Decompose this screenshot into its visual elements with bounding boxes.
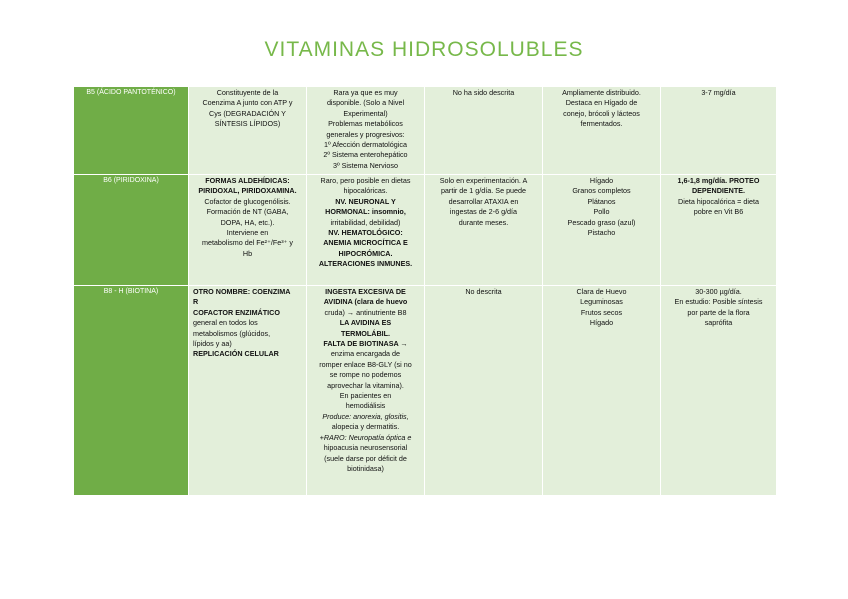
cell-line: durante meses. <box>458 217 509 227</box>
cell-line: (suele darse por déficit de <box>324 453 407 463</box>
cell-line: FALTA DE BIOTINASA → <box>323 339 408 349</box>
cell-line: Frutos secos <box>580 307 623 317</box>
cell-line: TERMOLÁBIL. <box>340 328 391 338</box>
cell-line: lípidos y aa) <box>193 339 232 349</box>
vitamin-name-cell: B6 (PIRIDOXINA) <box>74 175 189 286</box>
cell-line: Produce: anorexia, glositis, <box>322 411 409 421</box>
cell-line: 30-300 µg/día. <box>695 287 742 296</box>
cell-line: Destaca en Hígado de <box>565 98 638 108</box>
cell-line: saprófita <box>704 318 733 328</box>
dose-cell <box>661 175 777 286</box>
cell-line: SÍNTESIS LÍPIDOS) <box>214 119 281 129</box>
cell-line: fermentados. <box>580 119 623 129</box>
cell-line: conejo, brócoli y lácteos <box>563 108 640 118</box>
cell-line: INGESTA EXCESIVA DE <box>325 287 406 296</box>
cell-line: DEPENDIENTE. <box>691 186 746 196</box>
cell-line: Cofactor de glucogenólisis. <box>204 196 291 206</box>
sources-cell <box>543 286 661 496</box>
cell-line: se rompe no podemos <box>329 370 402 380</box>
cell-line: Pescado graso (azul) <box>567 217 636 227</box>
cell-line: HIPOCRÓMICA. <box>338 248 393 258</box>
dose-cell <box>661 87 777 175</box>
cell-line: Solo en experimentación. A <box>439 176 528 185</box>
cell-line: metabolismo del Fe²⁺/Fe³⁺ y <box>201 238 294 248</box>
cell-line: biotinidasa) <box>347 463 384 473</box>
cell-line: Constituyente de la <box>216 88 279 97</box>
cell-line: partir de 1 g/día. Se puede <box>440 186 527 196</box>
cell-line: Raro, pero posible en dietas <box>320 176 411 185</box>
cell-line: Hígado <box>589 176 614 185</box>
table-row <box>74 87 777 175</box>
cell-line: Formación de NT (GABA, <box>206 207 289 217</box>
cell-line: NV. HEMATOLÓGICO: <box>328 228 403 238</box>
cell-line: PIRIDOXAL, PIRIDOXAMINA. <box>198 186 297 196</box>
cell-line: HORMONAL: insomnio, <box>325 207 406 217</box>
cell-line: pobre en Vit B6 <box>693 207 744 217</box>
function-cell <box>189 175 307 286</box>
cell-line: 1º Afección dermatológica <box>324 140 407 150</box>
cell-line: romper enlace B8-GLY (si no <box>319 359 412 369</box>
cell-line: OTRO NOMBRE: COENZIMA <box>193 287 291 296</box>
cell-line: general en todos los <box>193 318 258 328</box>
cell-line: REPLICACIÓN CELULAR <box>193 349 279 359</box>
cell-line: disponible. (Solo a Nivel <box>326 98 405 108</box>
cell-line: Pollo <box>593 207 610 217</box>
cell-line: En estudio: Posible síntesis <box>674 297 763 307</box>
cell-line: aprovechar la vitamina). <box>327 380 404 390</box>
cell-line: por parte de la flora <box>687 307 750 317</box>
cell-line: DOPA, HA, etc.). <box>220 217 275 227</box>
cell-line: hipoacusia neurosensorial <box>323 443 408 453</box>
toxicity-cell <box>425 87 543 175</box>
cell-line: ingestas de 2-6 g/día <box>449 207 518 217</box>
cell-line: ANEMIA MICROCÍTICA E <box>323 238 408 248</box>
cell-line: 2º Sistema enterohepático <box>323 150 408 160</box>
cell-line: Interviene en <box>226 228 269 238</box>
cell-line: LA AVIDINA ES <box>339 318 392 328</box>
toxicity-cell <box>425 286 543 496</box>
table-row <box>74 175 777 286</box>
function-cell <box>189 87 307 175</box>
cell-line: 3º Sistema Nervioso <box>333 160 398 170</box>
cell-line: Plátanos <box>587 196 616 206</box>
vitamin-table <box>73 86 777 496</box>
cell-line: enzima encargada de <box>330 349 401 359</box>
deficiency-cell <box>307 175 425 286</box>
cell-line: Hígado <box>589 318 614 328</box>
cell-line: +RARO: Neuropatía óptica e <box>319 432 412 442</box>
dose-cell <box>661 286 777 496</box>
cell-line: 1,6-1,8 mg/día. PROTEO <box>677 176 760 185</box>
cell-line: Dieta hipocalórica = dieta <box>678 196 759 206</box>
cell-line: En pacientes en <box>339 391 392 401</box>
sources-cell <box>543 175 661 286</box>
cell-line: R <box>193 297 199 307</box>
function-cell <box>189 286 307 496</box>
cell-line: ALTERACIONES INMUNES. <box>318 259 413 269</box>
cell-line: Pistacho <box>587 228 616 238</box>
cell-line: Leguminosas <box>580 297 623 307</box>
cell-line: AVIDINA (clara de huevo <box>323 297 408 307</box>
page-title: VITAMINAS HIDROSOLUBLES <box>264 38 584 61</box>
cell-line: hipocalóricas. <box>343 186 388 196</box>
vitamin-name-cell: B8 - H (BIOTINA) <box>74 286 189 496</box>
cell-line: cruda) → antinutriente B8 <box>324 307 407 317</box>
cell-line: metabolismos (glúcidos, <box>193 328 271 338</box>
cell-line: generales y progresivos: <box>326 129 405 139</box>
cell-line: irritabilidad, debilidad) <box>330 217 401 227</box>
cell-line: FORMAS ALDEHÍDICAS: <box>205 176 290 185</box>
cell-line: alopecia y dermatitis. <box>331 422 400 432</box>
table-row <box>74 286 777 496</box>
sources-cell <box>543 87 661 175</box>
cell-line: No ha sido descrita <box>452 88 515 97</box>
cell-line: Coenzima A junto con ATP y <box>202 98 293 108</box>
toxicity-cell <box>425 175 543 286</box>
cell-line: Problemas metabólicos <box>328 119 403 129</box>
cell-line: Clara de Huevo <box>576 287 627 296</box>
deficiency-cell <box>307 286 425 496</box>
cell-line: No descrita <box>465 287 502 296</box>
cell-line: Granos completos <box>572 186 631 196</box>
cell-line: Hb <box>242 248 253 258</box>
cell-line: hemodiálisis <box>345 401 386 411</box>
cell-line: Ampliamente distribuido. <box>562 88 641 97</box>
deficiency-cell <box>307 87 425 175</box>
cell-line: Cys (DEGRADACIÓN Y <box>209 108 286 118</box>
cell-line: desarrollar ATAXIA en <box>448 196 519 206</box>
cell-line: Rara ya que es muy <box>333 88 398 97</box>
cell-line: 3-7 mg/día <box>701 88 736 97</box>
vitamin-name-cell: B5 (ÁCIDO PANTOTÉNICO) <box>74 87 189 175</box>
cell-line: NV. NEURONAL Y <box>335 196 396 206</box>
cell-line: COFACTOR ENZIMÁTICO <box>193 307 280 317</box>
cell-line: Experimental) <box>343 108 388 118</box>
